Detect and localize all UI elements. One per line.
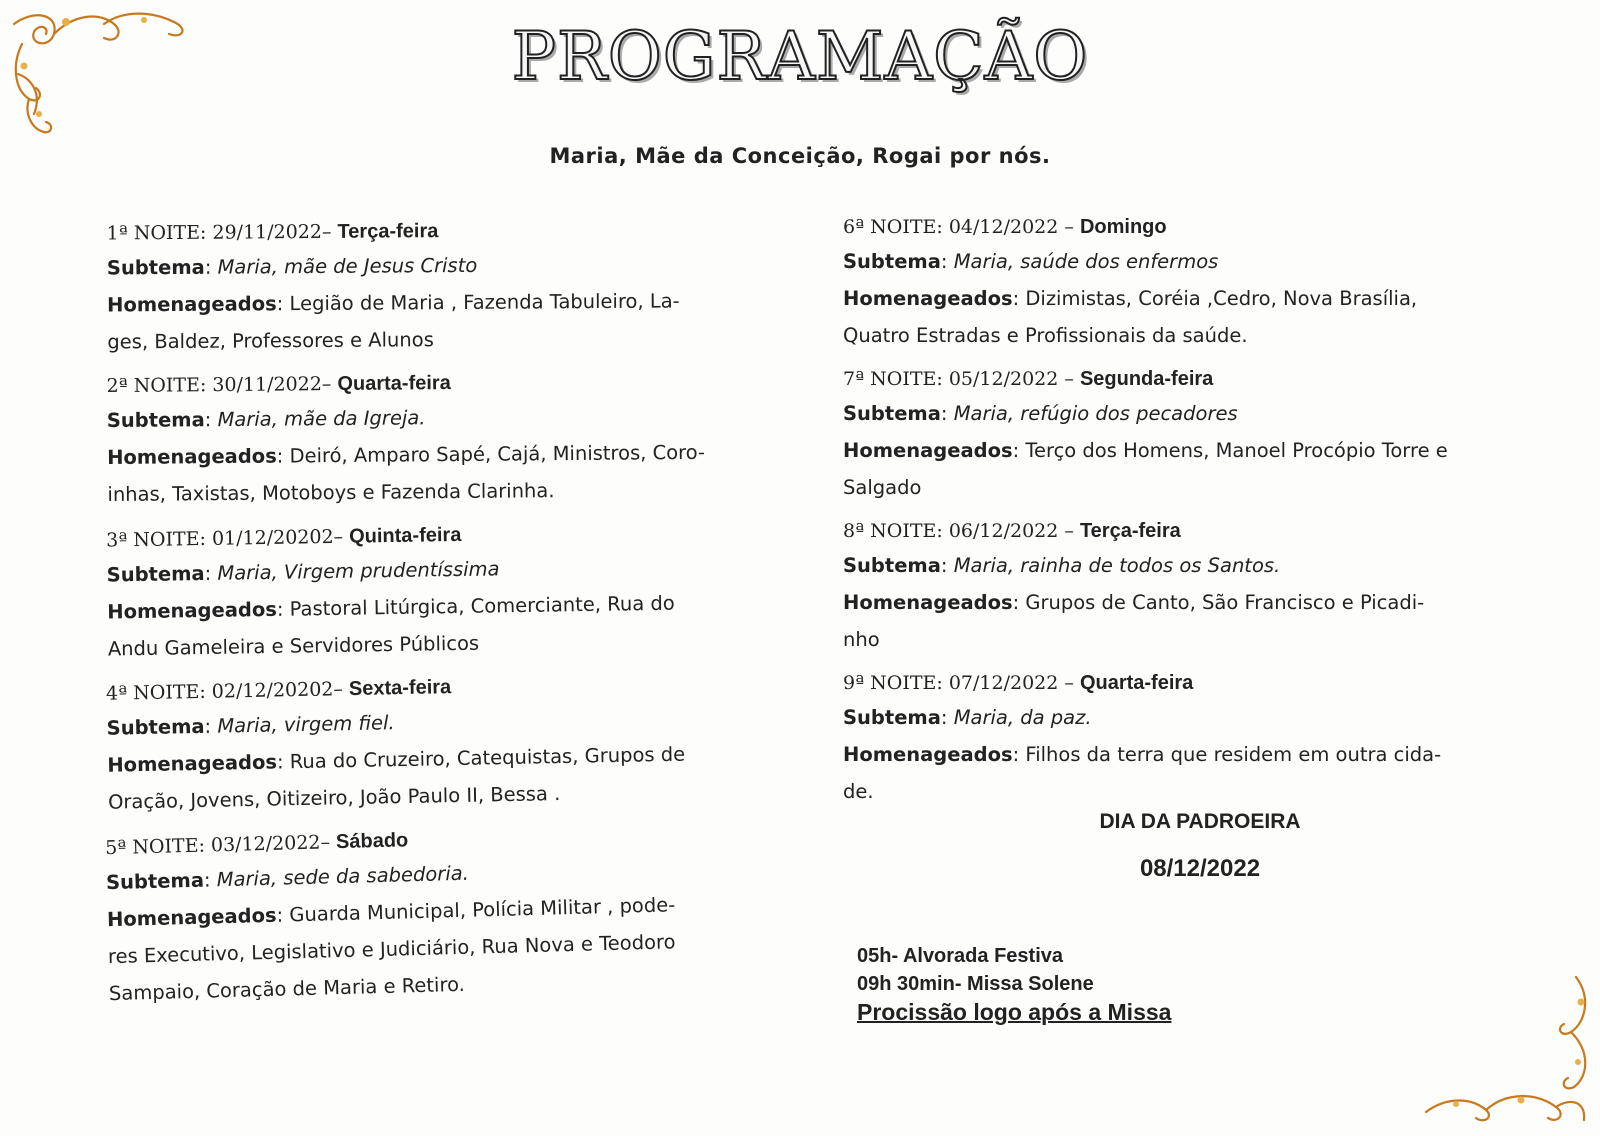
night-heading: 7ª NOITE: 05/12/2022 – Segunda-feira [843,368,1214,390]
subtema-line: Subtema: Maria, Virgem prudentíssima [106,557,500,587]
schedule-procession: Procissão logo após a Missa [857,999,1172,1025]
homenageados-cont: ges, Baldez, Professores e Alunos [107,328,434,354]
night-3 [106,515,808,668]
homenageados-line: Homenageados: Terço dos Homens, Manoel Procópio Torre e [843,439,1448,462]
subtema-line: Subtema: Maria, sede da sabedoria. [105,861,470,895]
homenageados-cont: Andu Gameleira e Servidores Públicos [107,631,480,661]
homenageados-line: Homenageados: Legião de Maria , Fazenda Tabuleiro, La- [107,289,680,317]
subtitle: Maria, Mãe da Conceição, Rogai por nós. [549,144,1051,168]
homenageados-cont: res Executivo, Legislativo e Judiciário, Rua Nova e Teodoro [107,930,676,969]
homenageados-cont: nho [843,628,880,651]
subtema-line: Subtema: Maria, mãe da Igreja. [106,406,426,433]
homenageados-line: Homenageados: Deiró, Amparo Sapé, Cajá, Ministros, Coro- [107,440,706,470]
homenageados-line: Homenageados: Dizimistas, Coréia ,Cedro, Nova Brasília, [843,287,1418,310]
night-8 [843,516,1543,658]
subtema-line: Subtema: Maria, rainha de todos os Santos. [843,554,1281,577]
subtema-line: Subtema: Maria, da paz. [843,706,1092,729]
subtema-line: Subtema: Maria, mãe de Jesus Cristo [106,253,478,280]
right-column [843,212,1543,820]
night-heading: 8ª NOITE: 06/12/2022 – Terça-feira [843,520,1181,542]
homenageados-cont: Salgado [843,476,922,499]
night-5 [105,815,809,1012]
night-heading: 2ª NOITE: 30/11/2022– Quarta-feira [106,372,451,398]
subtema-line: Subtema: Maria, saúde dos enfermos [843,250,1219,273]
homenageados-cont: Quatro Estradas e Profissionais da saúde. [843,324,1248,347]
night-7 [843,364,1543,506]
night-heading: 9ª NOITE: 07/12/2022 – Quarta-feira [843,672,1194,694]
subtema-line: Subtema: Maria, refúgio dos pecadores [843,402,1238,425]
homenageados-cont: Sampaio, Coração de Maria e Retiro. [108,972,466,1006]
left-column [104,216,807,1013]
night-9 [843,668,1543,810]
night-2 [106,365,807,513]
subtema-line: Subtema: Maria, virgem fiel. [106,711,395,740]
night-1 [107,214,808,361]
night-6 [843,212,1543,354]
night-heading: 3ª NOITE: 01/12/20202– Quinta-feira [105,523,462,552]
night-heading: 6ª NOITE: 04/12/2022 – Domingo [843,216,1167,238]
homenageados-line: Homenageados: Pastoral Litúrgica, Comerciante, Rua do [107,591,675,624]
homenageados-cont: de. [843,780,874,803]
homenageados-line: Homenageados: Grupos de Canto, São Francisco e Picadi- [843,591,1425,614]
homenageados-line: Homenageados: Rua do Cruzeiro, Catequistas, Grupos de [107,742,686,777]
padroeira-heading: DIA DA PADROEIRA [1099,810,1301,833]
homenageados-line: Homenageados: Filhos da terra que residem em outra cida- [843,743,1442,766]
homenageados-cont: Oração, Jovens, Oitizeiro, João Paulo II, Bessa . [107,782,561,814]
night-heading: 1ª NOITE: 29/11/2022– Terça-feira [106,220,439,245]
schedule-item: 05h- Alvorada Festiva [857,945,1064,967]
page-title: PROGRAMAÇÃO [511,18,1089,95]
night-heading: 5ª NOITE: 03/12/2022– Sábado [104,829,409,860]
night-4 [106,665,809,820]
night-heading: 4ª NOITE: 02/12/20202– Sexta-feira [105,676,452,705]
homenageados-cont: inhas, Taxistas, Motoboys e Fazenda Clarinha. [107,479,555,507]
padroeira-date: 08/12/2022 [1139,855,1261,882]
padroeira-schedule [857,942,1171,1026]
corner-flourish-bottom-right [1396,962,1596,1132]
homenageados-line: Homenageados: Guarda Municipal, Polícia Militar , pode- [106,893,676,932]
schedule-item: 09h 30min- Missa Solene [857,973,1094,995]
